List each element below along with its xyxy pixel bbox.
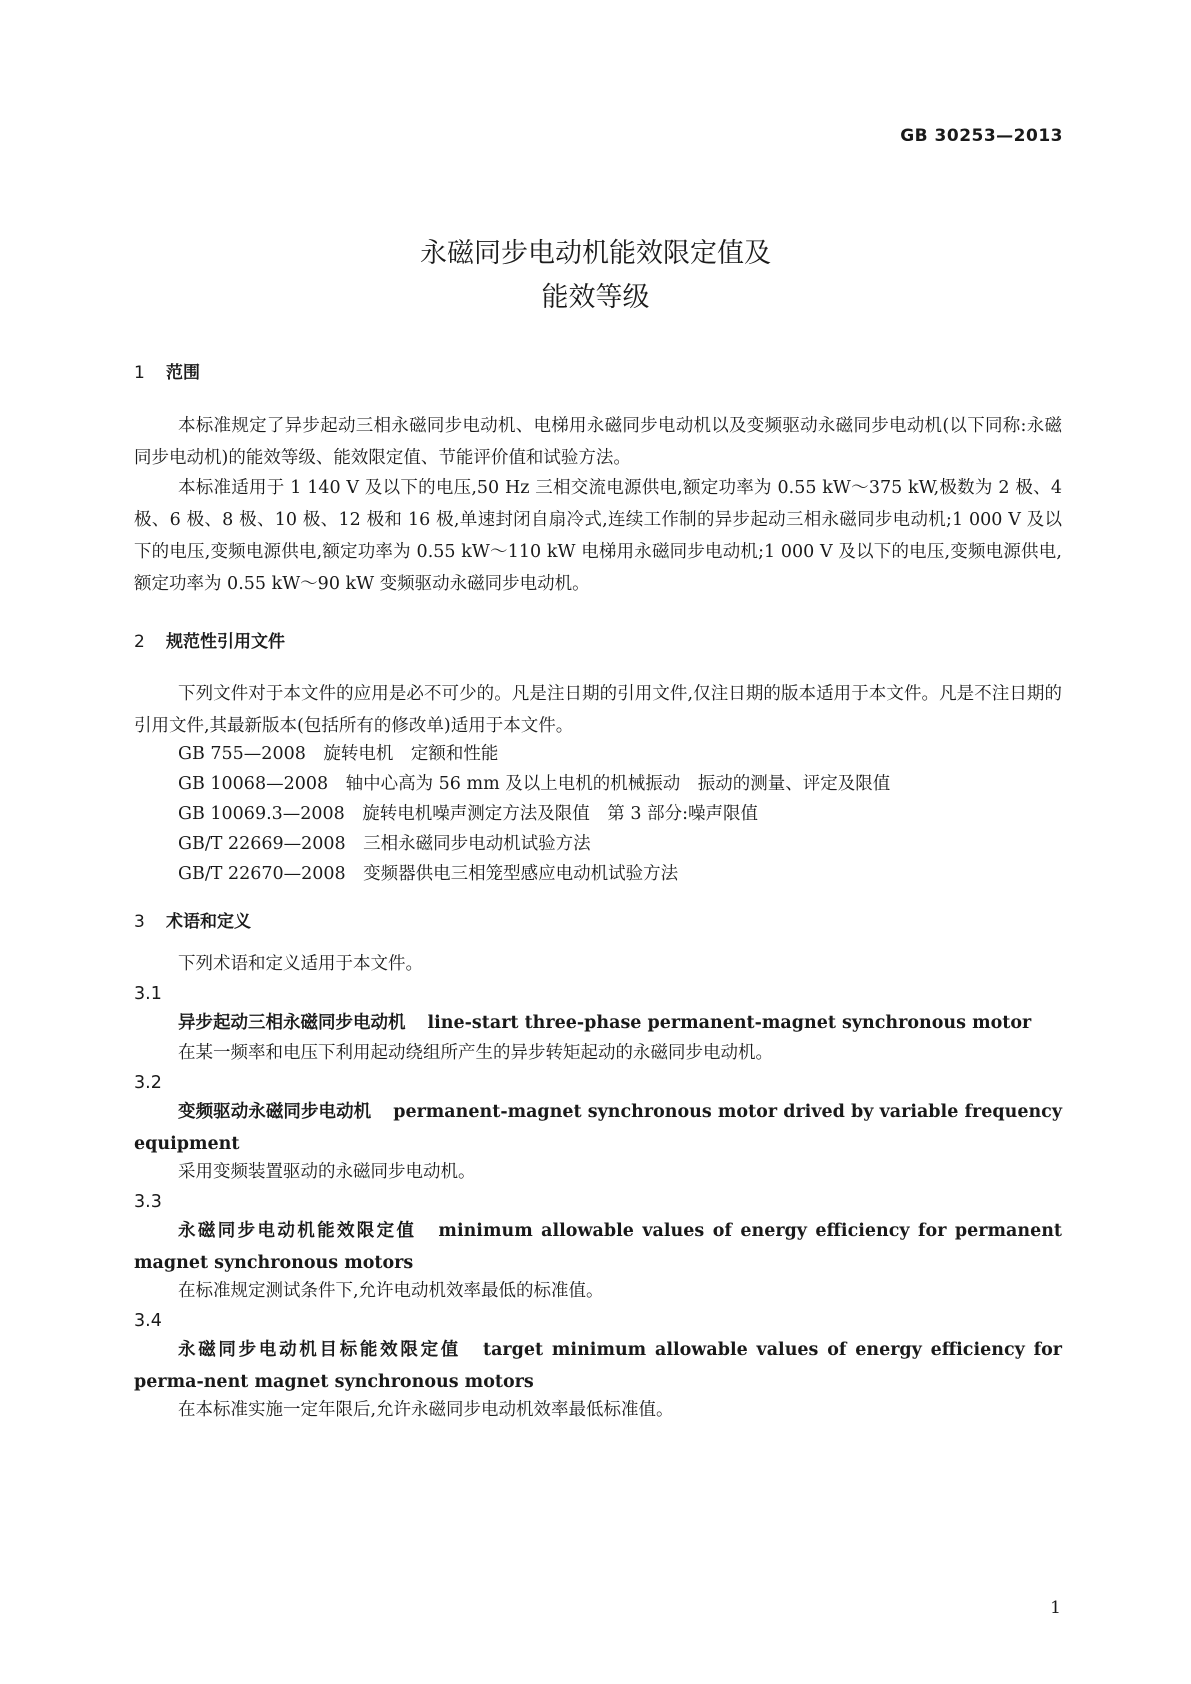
term-definition: 采用变频装置驱动的永磁同步电动机。 — [178, 1162, 476, 1182]
reference-item: GB 10068—2008 轴中心高为 56 mm 及以上电机的机械振动 振动的测量、评定及限值 — [178, 774, 891, 794]
term-definition: 在某一频率和电压下利用起动绕组所产生的异步转矩起动的永磁同步电动机。 — [178, 1043, 773, 1063]
title-line-2: 能效等级 — [541, 282, 650, 313]
term-chinese: 异步起动三相永磁同步电动机 — [178, 1013, 406, 1033]
paragraph-scope-1: 本标准规定了异步起动三相永磁同步电动机、电梯用永磁同步电动机以及变频驱动永磁同步电动机(以下同称:永磁同步电动机)的能效等级、能效限定值、节能评价值和试验方法。 — [134, 416, 1062, 468]
term-number: 3.3 — [134, 1192, 162, 1212]
standard-code: GB 30253—2013 — [900, 126, 1063, 146]
term-entry — [134, 1096, 1062, 1160]
section-number: 3 — [134, 912, 145, 932]
term-english: line-start three-phase permanent-magnet synchronous motor — [427, 1013, 1032, 1033]
reference-item: GB 10069.3—2008 旋转电机噪声测定方法及限值 第 3 部分:噪声限值 — [178, 804, 758, 824]
document-title — [0, 232, 1191, 320]
term-chinese: 变频驱动永磁同步电动机 — [178, 1102, 372, 1122]
section-title: 规范性引用文件 — [166, 632, 285, 652]
term-entry — [134, 1007, 1062, 1039]
section-heading-terms — [134, 907, 251, 932]
page-number: 1 — [1050, 1598, 1061, 1618]
reference-item: GB/T 22669—2008 三相永磁同步电动机试验方法 — [178, 834, 591, 854]
paragraph-scope-2: 本标准适用于 1 140 V 及以下的电压,50 Hz 三相交流电源供电,额定功率为 0.55 kW～375 kW,极数为 2 极、4 极、6 极、8 极、10 极、12 极和 16 极,单速封闭自扇冷式,连续工作制的异步起动三相永磁同步电动机;1 000 V 及以下的电压,变频电源供电,额定功率为 0.55 kW～110 kW 电梯用永磁同步电动机;1 000 V 及以下的电压,变频电源供电,额定功率为 0.55 kW～90 kW 变频驱动永磁同步电动机。 — [134, 478, 1062, 594]
term-number: 3.1 — [134, 984, 162, 1004]
term-number: 3.2 — [134, 1073, 162, 1093]
term-definition: 在本标准实施一定年限后,允许永磁同步电动机效率最低标准值。 — [178, 1400, 674, 1420]
reference-item: GB/T 22670—2008 变频器供电三相笼型感应电动机试验方法 — [178, 864, 679, 884]
term-entry — [134, 1215, 1062, 1279]
section-title: 术语和定义 — [166, 912, 251, 932]
term-english: target minimum allowable values of energy efficiency for perma-nent magnet synchronous motors — [134, 1340, 1063, 1392]
section-title: 范围 — [166, 363, 200, 383]
term-english: permanent-magnet synchronous motor drived by variable frequency equipment — [134, 1102, 1063, 1154]
term-number: 3.4 — [134, 1311, 162, 1331]
term-chinese: 永磁同步电动机目标能效限定值 — [178, 1340, 461, 1360]
section-heading-references — [134, 627, 285, 652]
term-entry — [134, 1334, 1062, 1398]
section-heading-scope — [134, 358, 200, 383]
terms-intro: 下列术语和定义适用于本文件。 — [178, 954, 423, 974]
paragraph-references-intro: 下列文件对于本文件的应用是必不可少的。凡是注日期的引用文件,仅注日期的版本适用于本文件。凡是不注日期的引用文件,其最新版本(包括所有的修改单)适用于本文件。 — [134, 684, 1062, 736]
term-chinese: 永磁同步电动机能效限定值 — [178, 1221, 417, 1241]
term-definition: 在标准规定测试条件下,允许电动机效率最低的标准值。 — [178, 1281, 604, 1301]
section-number: 2 — [134, 632, 145, 652]
title-line-1: 永磁同步电动机能效限定值及 — [420, 238, 771, 269]
term-english: minimum allowable values of energy efficiency for permanent magnet synchronous motors — [134, 1221, 1063, 1273]
section-number: 1 — [134, 363, 145, 383]
reference-item: GB 755—2008 旋转电机 定额和性能 — [178, 744, 499, 764]
